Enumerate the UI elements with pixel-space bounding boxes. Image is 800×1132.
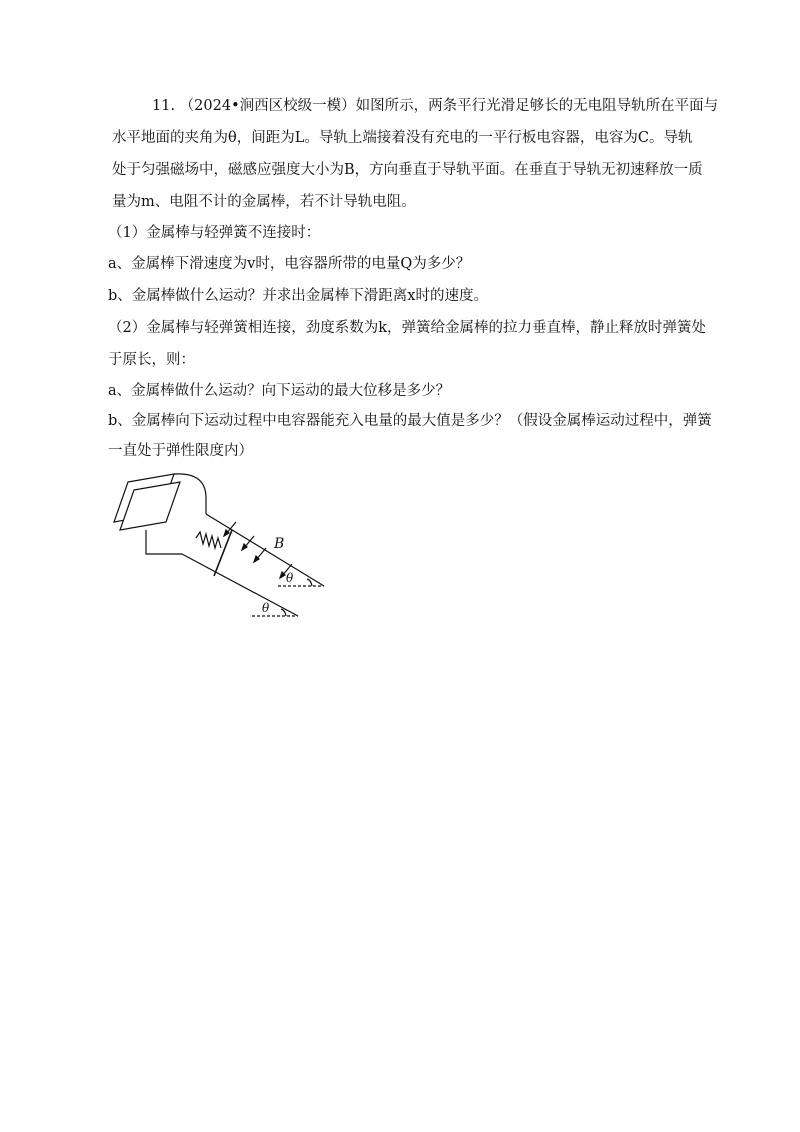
- spring: [196, 532, 221, 548]
- part-2-question-b-line-2: 一直处于弹性限度内）: [108, 443, 253, 459]
- part-1-heading: （1）金属棒与轻弹簧不连接时：: [108, 225, 321, 241]
- lower-rail: [182, 554, 298, 616]
- part-2-question-b-line-1: b、金属棒向下运动过程中电容器能充入电量的最大值是多少？（假设金属棒运动过程中，弹簧: [108, 413, 712, 429]
- lower-angle-arc: [281, 609, 286, 616]
- metal-rod: [214, 530, 232, 576]
- upper-angle-arc: [307, 579, 312, 586]
- label-theta-lower: θ: [262, 601, 270, 615]
- part-2-heading-line-1: （2）金属棒与轻弹簧相连接，劲度系数为k，弹簧给金属棒的拉力垂直棒，静止释放时弹簧处: [108, 320, 707, 336]
- incline-rails-diagram: [108, 468, 340, 620]
- problem-line-3: 处于匀强磁场中，磁感应强度大小为B，方向垂直于导轨平面。在垂直于导轨无初速释放一质: [112, 162, 703, 178]
- part-1-question-a: a、金属棒下滑速度为v时，电容器所带的电量Q为多少？: [108, 256, 471, 272]
- label-theta-upper: θ: [286, 571, 294, 585]
- part-2-question-a: a、金属棒做什么运动？向下运动的最大位移是多少？: [108, 383, 451, 399]
- problem-line-1: 11. （2024•涧西区校级一模）如图所示，两条平行光滑足够长的无电阻导轨所在平面与: [152, 98, 719, 114]
- part-2-heading-line-2: 于原长，则：: [108, 352, 195, 368]
- part-1-question-b: b、金属棒做什么运动？并求出金属棒下滑距离x时的速度。: [108, 288, 488, 304]
- problem-line-2: 水平地面的夹角为θ，间距为L。导轨上端接着没有充电的一平行板电容器，电容为C。导轨: [112, 130, 693, 146]
- upper-lead-wire: [174, 474, 206, 514]
- label-b: B: [274, 536, 285, 552]
- problem-line-4: 量为m、电阻不计的金属棒，若不计导轨电阻。: [112, 194, 416, 210]
- lower-lead-wire: [146, 530, 182, 554]
